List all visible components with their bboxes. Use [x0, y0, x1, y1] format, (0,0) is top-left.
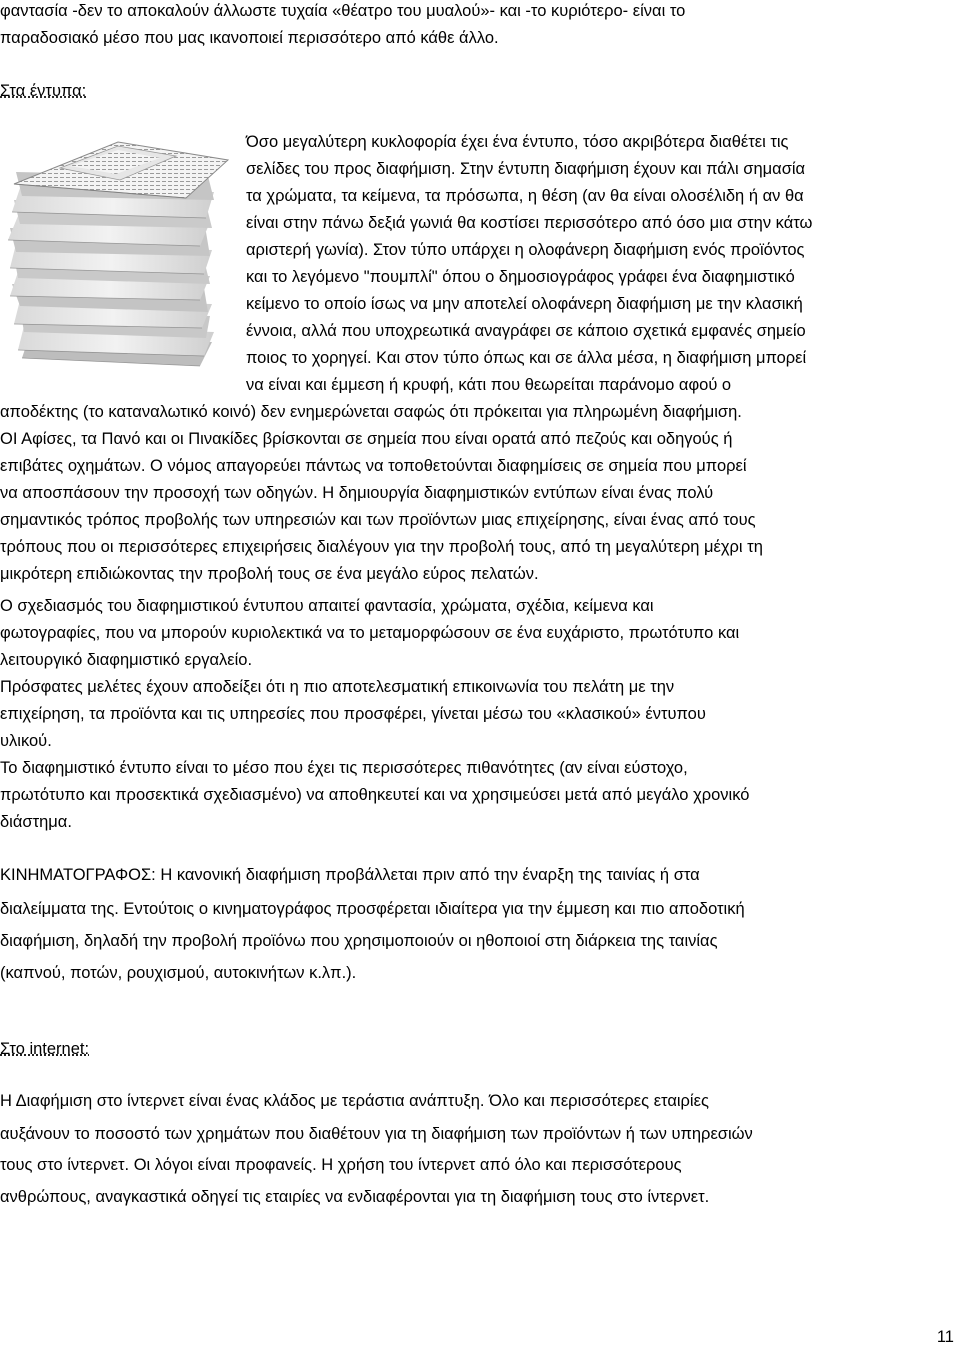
print-indented-line: και το λεγόμενο "πουμπλί" όπου ο δημοσιογράφος γράφει ένα διαφημιστικό — [246, 268, 795, 286]
print-line: σημαντικός τρόπος προβολής των υπηρεσιών και των προϊόντων μιας επιχείρησης, είναι ένας από τους — [0, 511, 756, 529]
internet-line: αυξάνουν το ποσοστό των χρημάτων που διαθέτουν για τη διαφήμιση των προϊόντων ή των υπηρεσιών — [0, 1125, 753, 1143]
print-line: ΟΙ Αφίσες, τα Πανό και οι Πινακίδες βρίσκονται σε σημεία που είναι ορατά από πεζούς και οδηγούς ή — [0, 430, 733, 448]
internet-line: τους στο ίντερνετ. Οι λόγοι είναι προφανείς. Η χρήση του ίντερνετ από όλο και περισσότερους — [0, 1156, 682, 1174]
print-line: αποδέκτης (το καταναλωτικό κοινό) δεν ενημερώνεται σαφώς ότι πρόκειται για πληρωμένη διαφήμιση. — [0, 403, 742, 421]
print-line: μικρότερη επιδιώκοντας την προβολή τους σε ένα μεγάλο εύρος πελατών. — [0, 565, 539, 583]
cinema-line: ΚΙΝΗΜΑΤΟΓΡΑΦΟΣ: Η κανονική διαφήμιση προβάλλεται πριν από την έναρξη της ταινίας ή στα — [0, 866, 700, 884]
print-line: υλικού. — [0, 732, 52, 750]
print-indented-line: κείμενο το οποίο ίσως να μην αποτελεί ολοφάνερη διαφήμιση με την κλασική — [246, 295, 803, 313]
cinema-line: διαλείμματα της. Εντούτοις ο κινηματογράφος προσφέρεται ιδιαίτερα για την έμμεση και πιο αποδοτική — [0, 900, 745, 918]
print-line: πρωτότυπο και προσεκτικά σχεδιασμένο) να αποθηκευτεί και να χρησιμεύσει μετά από μεγάλο χρονικό — [0, 786, 750, 804]
newspaper-stack-icon — [0, 128, 232, 380]
print-line: φωτογραφίες, που να μπορούν κυριολεκτικά να το μεταμορφώσουν σε ένα ευχάριστο, πρωτότυπο και — [0, 624, 740, 642]
print-indented-line: ποιος το χορηγεί. Και στον τύπο όπως και σε άλλα μέσα, η διαφήμιση μπορεί — [246, 349, 807, 367]
page-number: 11 — [936, 1328, 954, 1346]
print-line: διάστημα. — [0, 813, 72, 831]
print-indented-line: τα χρώματα, τα κείμενα, τα πρόσωπα, η θέση (αν θα είναι ολοσέλιδη ή αν θα — [246, 187, 804, 205]
paper-layers — [8, 142, 228, 366]
print-line: να αποσπάσουν την προσοχή των οδηγών. Η δημιουργία διαφημιστικών εντύπων είναι ένας πολύ — [0, 484, 714, 502]
print-line: τρόπους που οι περισσότερες επιχειρήσεις διαλέγουν για την προβολή τους, από τη μεγαλύτερη μέχρι τη — [0, 538, 763, 556]
print-indented-line: έννοια, αλλά που υποχρεωτικά αναγράφει σε κάποιο σχετικά εμφανές σημείο — [246, 322, 806, 340]
print-indented-line: να είναι και έμμεση ή κρυφή, κάτι που θεωρείται παράνομο αφού ο — [246, 376, 732, 394]
print-line: Ο σχεδιασμός του διαφημιστικού έντυπου απαιτεί φαντασία, χρώματα, σχέδια, κείμενα και — [0, 597, 654, 615]
print-heading: Στα έντυπα: — [0, 82, 87, 100]
print-indented-line: σελίδες του προς διαφήμιση. Στην έντυπη διαφήμιση έχουν και πάλι σημασία — [246, 160, 806, 178]
print-indented-line: Όσο μεγαλύτερη κυκλοφορία έχει ένα έντυπο, τόσο ακριβότερα διαθέτει τις — [246, 133, 789, 151]
print-line: Πρόσφατες μελέτες έχουν αποδείξει ότι η πιο αποτελεσματική επικοινωνία του πελάτη με την — [0, 678, 675, 696]
internet-heading: Στο internet: — [0, 1040, 90, 1058]
internet-line: ανθρώπους, αναγκαστικά οδηγεί τις εταιρίες να ενδιαφέρονται για τη διαφήμιση τους στο ίντερνετ. — [0, 1188, 710, 1206]
print-indented-line: αριστερή γωνία). Στον τύπο υπάρχει η ολοφάνερη διαφήμιση ενός προϊόντος — [246, 241, 805, 259]
cinema-line: (καπνού, ποτών, ρουχισμού, αυτοκινήτων κ.λπ.). — [0, 964, 357, 982]
print-line: επιβάτες οχημάτων. Ο νόμος απαγορεύει πάντως να τοποθετούνται διαφημίσεις σε σημεία που μπορεί — [0, 457, 747, 475]
print-line: επιχείρηση, τα προϊόντα και τις υπηρεσίες που προσφέρει, γίνεται μέσω του «κλασικού» έντυπου — [0, 705, 706, 723]
internet-line: Η Διαφήμιση στο ίντερνετ είναι ένας κλάδος με τεράστια ανάπτυξη. Όλο και περισσότερες εταιρίες — [0, 1092, 709, 1110]
print-line: Το διαφημιστικό έντυπο είναι το μέσο που έχει τις περισσότερες πιθανότητες (αν είναι εύστοχο, — [0, 759, 688, 777]
cinema-line: διαφήμιση, δηλαδή την προβολή προϊόνω που χρησιμοποιούν οι ηθοποιοί στη διάρκεια της ταινίας — [0, 932, 718, 950]
intro-line: παραδοσιακό μέσο που μας ικανοποιεί περισσότερο από κάθε άλλο. — [0, 29, 499, 47]
print-indented-line: είναι στην πάνω δεξιά γωνιά θα κοστίσει περισσότερο από όσο μια στην κάτω — [246, 214, 813, 232]
print-line: λειτουργικό διαφημιστικό εργαλείο. — [0, 651, 253, 669]
intro-line: φαντασία -δεν το αποκαλούν άλλωστε τυχαία «θέατρο του μυαλού»- και -το κυριότερο- είναι το — [0, 2, 686, 20]
